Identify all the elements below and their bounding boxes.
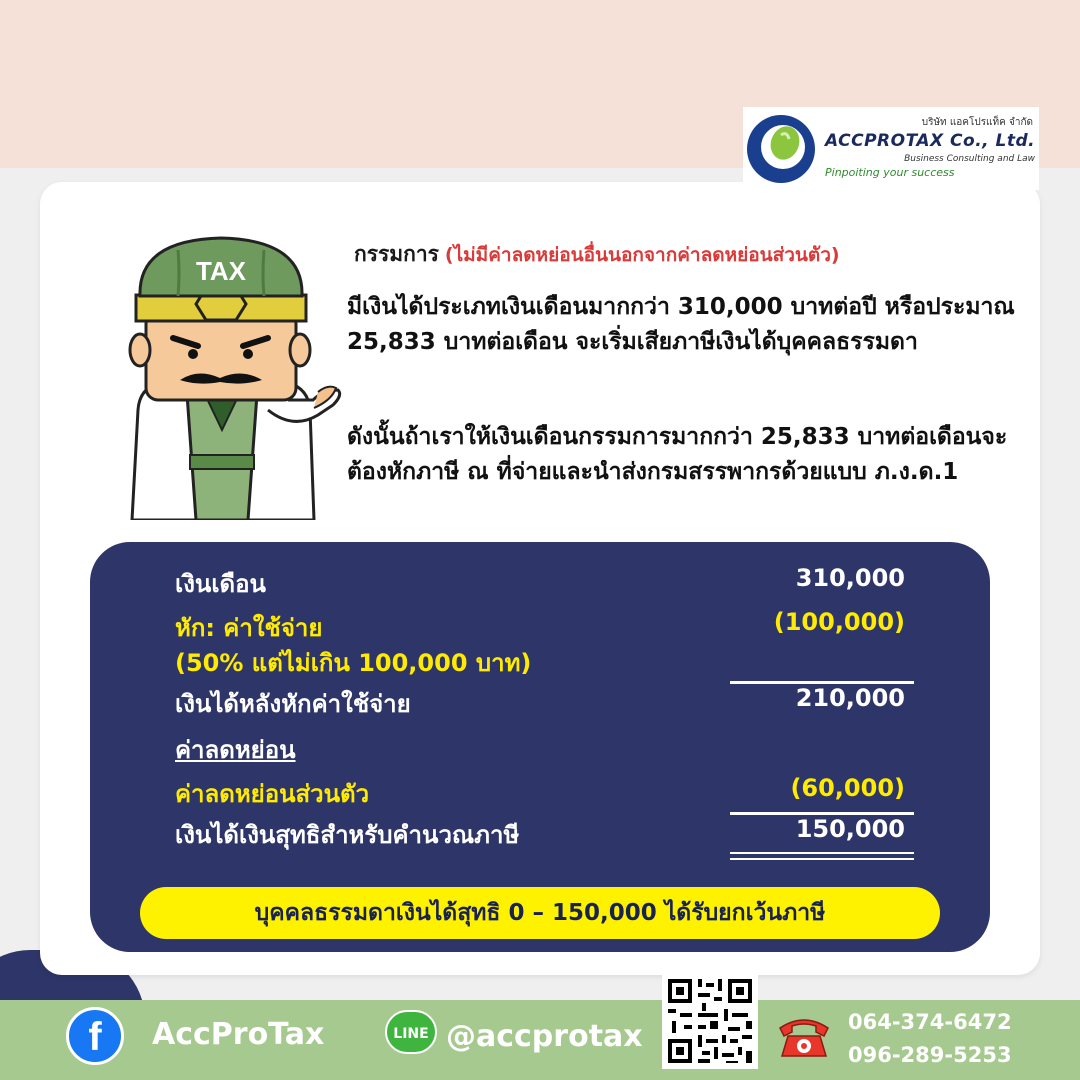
phone-number-1[interactable]: 064-374-6472: [848, 1010, 1012, 1034]
allowance-heading: ค่าลดหย่อน: [175, 736, 296, 764]
deduction-label: หัก: ค่าใช้จ่าย: [175, 614, 323, 642]
after-expense-value: 210,000: [795, 684, 905, 712]
tax-officer-illustration: [118, 230, 348, 520]
exemption-pill: บุคคลธรรมดาเงินได้สุทธิ 0 – 150,000 ได้รับยกเว้นภาษี: [140, 887, 940, 939]
deduction-note: (50% แต่ไม่เกิน 100,000 บาท): [175, 649, 532, 677]
telephone-icon: [776, 1012, 832, 1060]
phone-number-2[interactable]: 096-289-5253: [848, 1043, 1012, 1067]
section-heading: [354, 238, 840, 271]
calculation-panel: [90, 542, 990, 952]
facebook-name[interactable]: AccProTax: [152, 1017, 325, 1052]
line-id[interactable]: @accprotax: [446, 1019, 643, 1054]
logo-tagline: Business Consulting and Law: [904, 154, 1035, 164]
salary-label: เงินเดือน: [175, 570, 266, 598]
qr-code[interactable]: [662, 973, 758, 1069]
company-logo: [743, 107, 1039, 190]
paragraph-withholding: ดังนั้นถ้าเราให้เงินเดือนกรรมการมากกว่า 25,833 บาทต่อเดือนจะต้องหักภาษี ณ ที่จ่ายและนำส่งกรมสรรพากรด้วยแบบ ภ.ง.ด.1: [347, 424, 1008, 485]
logo-thai-name: บริษัท แอคโปรแท็ค จำกัด: [921, 117, 1033, 128]
personal-allowance-label: ค่าลดหย่อนส่วนตัว: [175, 780, 370, 808]
double-underline-bottom: [730, 858, 914, 860]
personal-allowance-value: (60,000): [790, 774, 905, 802]
facebook-icon[interactable]: f: [66, 1007, 124, 1065]
net-income-label: เงินได้เงินสุทธิสำหรับคำนวณภาษี: [175, 821, 520, 849]
hat-label: TAX: [195, 256, 247, 286]
logo-company-name: ACCPROTAX Co., Ltd.: [825, 131, 1036, 151]
paragraph-threshold: มีเงินได้ประเภทเงินเดือนมากกว่า 310,000 บาทต่อปี หรือประมาณ 25,833 บาทต่อเดือน จะเริ่มเสียภาษีเงินได้บุคคลธรรมดา: [347, 294, 1015, 355]
heading-note: (ไม่มีค่าลดหย่อนอื่นนอกจากค่าลดหย่อนส่วนตัว): [444, 244, 840, 266]
logo-emblem: [743, 107, 823, 190]
line-icon[interactable]: LINE: [385, 1010, 437, 1054]
deduction-value: (100,000): [773, 608, 905, 636]
salary-value: 310,000: [795, 564, 905, 592]
after-expense-label: เงินได้หลังหักค่าใช้จ่าย: [175, 690, 411, 718]
logo-slogan: Pinpoiting your success: [825, 166, 955, 179]
heading-title: กรรมการ: [354, 242, 439, 266]
double-underline-top: [730, 852, 914, 854]
net-income-value: 150,000: [795, 815, 905, 843]
